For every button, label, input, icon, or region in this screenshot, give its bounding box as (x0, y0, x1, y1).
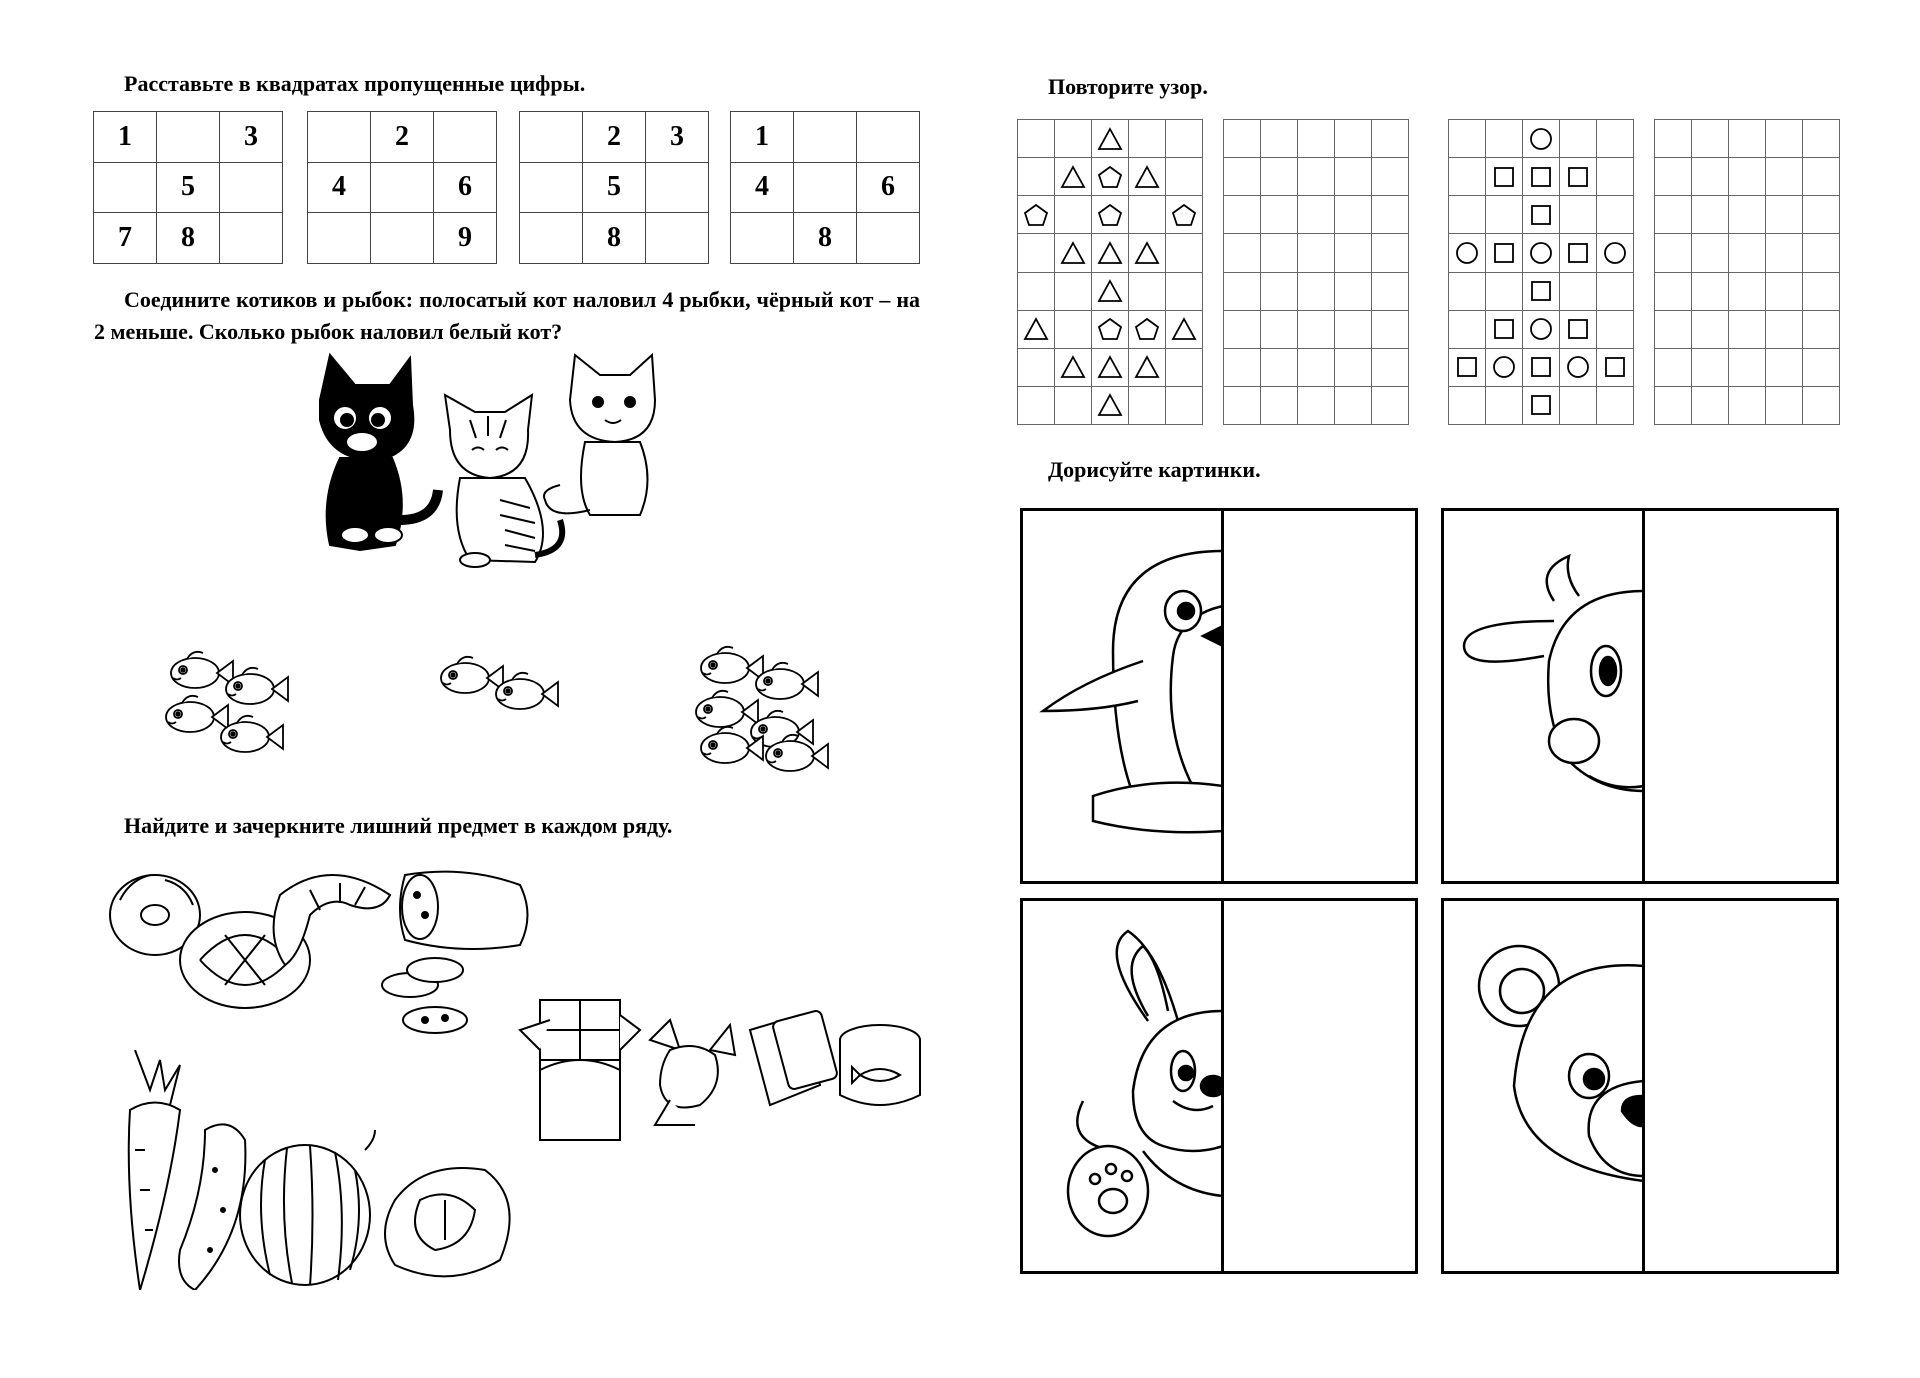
striped-cat-icon (445, 395, 562, 567)
triangle-icon (1092, 387, 1129, 425)
cabbage-icon (385, 1168, 510, 1276)
pentagon-icon (1166, 196, 1203, 234)
pattern-cell (1335, 158, 1372, 196)
pattern-cell (1729, 311, 1766, 349)
cats-illustration (300, 350, 720, 590)
white-cat-icon (544, 355, 655, 515)
pattern-cell (1597, 120, 1634, 158)
triangle-icon (1055, 234, 1092, 272)
pattern-cell (1486, 387, 1523, 425)
pattern-cell (1729, 273, 1766, 311)
square-icon (1449, 349, 1486, 387)
food-row-vegetables (115, 1050, 545, 1290)
pattern-cell (1560, 196, 1597, 234)
fish-group-3 (696, 647, 828, 771)
grid-number: 9 (434, 213, 497, 264)
pattern-cell (1261, 387, 1298, 425)
pattern-cell (1335, 349, 1372, 387)
pattern-cell (1335, 120, 1372, 158)
grid-empty-cell (220, 163, 283, 214)
pattern-cell (1597, 273, 1634, 311)
candy-icon (650, 1020, 735, 1125)
number-grid-4 (730, 111, 920, 264)
grid-number: 3 (220, 112, 283, 163)
pattern-cell (1692, 158, 1729, 196)
pattern-cell (1018, 120, 1055, 158)
grid-empty-cell (157, 112, 220, 163)
fish-group-2 (441, 657, 558, 709)
pattern-cell (1224, 120, 1261, 158)
grid-number: 5 (583, 163, 646, 214)
triangle-icon (1166, 311, 1203, 349)
pattern-cell (1372, 349, 1409, 387)
pattern-cell (1692, 349, 1729, 387)
penguin-icon (1043, 551, 1221, 832)
cucumber-icon (179, 1124, 245, 1290)
circle-icon (1486, 349, 1523, 387)
square-icon (1560, 158, 1597, 196)
circle-icon (1449, 234, 1486, 272)
pattern-cell (1766, 234, 1803, 272)
pattern-cell (1055, 273, 1092, 311)
pentagon-icon (1092, 196, 1129, 234)
circle-icon (1523, 311, 1560, 349)
pattern-cell (1224, 196, 1261, 234)
fish-icon (171, 652, 233, 688)
square-icon (1486, 311, 1523, 349)
grid-empty-cell (857, 112, 920, 163)
fish-group-1 (166, 652, 288, 752)
canned-fish-icon (840, 1025, 920, 1105)
pattern-cell (1655, 234, 1692, 272)
pattern-cell (1129, 387, 1166, 425)
pattern-cell (1655, 387, 1692, 425)
fish-icon (756, 663, 818, 699)
triangle-icon (1092, 120, 1129, 158)
grid-number: 5 (157, 163, 220, 214)
pattern-cell (1372, 273, 1409, 311)
pattern-cell (1166, 349, 1203, 387)
pattern-cell (1449, 273, 1486, 311)
pattern-cell (1803, 273, 1840, 311)
task-fill-numbers: Расставьте в квадратах пропущенные цифры. (124, 71, 586, 96)
fish-icon (226, 668, 288, 704)
pattern-cell (1449, 158, 1486, 196)
pattern-cell (1166, 273, 1203, 311)
pattern-grid-empty-2 (1654, 119, 1840, 425)
pattern-cell (1803, 349, 1840, 387)
circle-icon (1523, 120, 1560, 158)
task-repeat-pattern: Повторите узор. (1048, 74, 1208, 99)
grid-empty-cell (371, 163, 434, 214)
pattern-cell (1597, 196, 1634, 234)
square-icon (1523, 196, 1560, 234)
food-row-baked-meat (105, 855, 535, 1045)
task-cats-fish: Соедините котиков и рыбок: полосатый кот наловил 4 рыбки, чёрный кот – на 2 меньше. Сколько рыбок наловил белый кот? (94, 287, 920, 344)
pattern-cell (1166, 387, 1203, 425)
pattern-cell (1261, 120, 1298, 158)
pattern-cell (1018, 234, 1055, 272)
pattern-grid-squares (1448, 119, 1634, 425)
square-icon (1560, 311, 1597, 349)
triangle-icon (1092, 349, 1129, 387)
pattern-cell (1261, 196, 1298, 234)
pattern-cell (1224, 349, 1261, 387)
grid-number: 1 (731, 112, 794, 163)
grid-number: 2 (583, 112, 646, 163)
pattern-cell (1224, 234, 1261, 272)
pattern-cell (1766, 158, 1803, 196)
pattern-cell (1261, 311, 1298, 349)
pattern-cell (1166, 158, 1203, 196)
pattern-cell (1335, 273, 1372, 311)
grid-empty-cell (308, 213, 371, 264)
pattern-cell (1335, 311, 1372, 349)
pattern-cell (1560, 273, 1597, 311)
grid-empty-cell (308, 112, 371, 163)
pattern-cell (1298, 120, 1335, 158)
triangle-icon (1092, 273, 1129, 311)
pattern-cell (1261, 158, 1298, 196)
pattern-cell (1692, 120, 1729, 158)
square-icon (1523, 349, 1560, 387)
bear-icon (1479, 946, 1642, 1181)
pattern-cell (1372, 234, 1409, 272)
grid-empty-cell (371, 213, 434, 264)
circle-icon (1597, 234, 1634, 272)
circle-icon (1560, 349, 1597, 387)
triangle-icon (1055, 158, 1092, 196)
pattern-cell (1298, 349, 1335, 387)
fish-icon (696, 691, 758, 727)
grid-empty-cell (794, 163, 857, 214)
pattern-cell (1055, 196, 1092, 234)
grid-number: 6 (857, 163, 920, 214)
finish-picture-cow (1441, 508, 1839, 884)
pattern-cell (1560, 120, 1597, 158)
grid-number: 8 (583, 213, 646, 264)
pattern-cell (1261, 273, 1298, 311)
pattern-cell (1766, 311, 1803, 349)
fish-icon (701, 647, 763, 683)
pattern-cell (1803, 196, 1840, 234)
pattern-cell (1018, 349, 1055, 387)
fish-icon (496, 673, 558, 709)
square-icon (1560, 234, 1597, 272)
cow-icon (1464, 556, 1642, 791)
pattern-cell (1018, 158, 1055, 196)
grid-empty-cell (857, 213, 920, 264)
pattern-cell (1298, 234, 1335, 272)
grid-number: 8 (794, 213, 857, 264)
pattern-cell (1692, 387, 1729, 425)
pattern-cell (1597, 158, 1634, 196)
grid-number: 3 (646, 112, 709, 163)
number-grid-1 (93, 111, 283, 264)
rabbit-icon (1068, 931, 1221, 1236)
grid-empty-cell (520, 112, 583, 163)
pattern-cell (1729, 120, 1766, 158)
pattern-cell (1729, 387, 1766, 425)
pattern-cell (1372, 120, 1409, 158)
fish-icon (166, 696, 228, 732)
pattern-cell (1166, 234, 1203, 272)
pattern-cell (1018, 387, 1055, 425)
black-cat-icon (320, 355, 438, 550)
square-icon (1486, 158, 1523, 196)
sausage-icon (400, 872, 528, 949)
grid-empty-cell (520, 213, 583, 264)
pattern-cell (1692, 311, 1729, 349)
food-row-sweets (510, 990, 930, 1145)
pattern-cell (1372, 196, 1409, 234)
pattern-cell (1692, 234, 1729, 272)
triangle-icon (1129, 234, 1166, 272)
pattern-grid-empty-1 (1223, 119, 1409, 425)
croissant-icon (274, 875, 390, 965)
square-icon (1523, 158, 1560, 196)
watermelon-icon (240, 1130, 375, 1285)
pattern-cell (1372, 158, 1409, 196)
grid-number: 8 (157, 213, 220, 264)
pattern-cell (1655, 349, 1692, 387)
grid-empty-cell (646, 163, 709, 214)
pattern-cell (1449, 311, 1486, 349)
pentagon-icon (1092, 311, 1129, 349)
pattern-cell (1449, 120, 1486, 158)
pattern-cell (1224, 387, 1261, 425)
pattern-cell (1803, 387, 1840, 425)
triangle-icon (1129, 158, 1166, 196)
pattern-cell (1449, 387, 1486, 425)
pattern-cell (1729, 158, 1766, 196)
square-icon (1597, 349, 1634, 387)
square-icon (1486, 234, 1523, 272)
grid-number: 6 (434, 163, 497, 214)
triangle-icon (1092, 234, 1129, 272)
pentagon-icon (1018, 196, 1055, 234)
pattern-grid-triangles (1017, 119, 1203, 425)
pattern-cell (1298, 387, 1335, 425)
pattern-cell (1261, 234, 1298, 272)
finish-picture-rabbit (1020, 898, 1418, 1274)
pattern-cell (1655, 196, 1692, 234)
grid-number: 2 (371, 112, 434, 163)
pattern-cell (1766, 349, 1803, 387)
pattern-cell (1486, 196, 1523, 234)
pattern-cell (1486, 120, 1523, 158)
pattern-cell (1766, 196, 1803, 234)
pattern-cell (1597, 311, 1634, 349)
grid-number: 4 (731, 163, 794, 214)
grid-empty-cell (434, 112, 497, 163)
pattern-cell (1224, 273, 1261, 311)
fish-icon (441, 657, 503, 693)
grid-number: 7 (94, 213, 157, 264)
pattern-cell (1766, 120, 1803, 158)
grid-empty-cell (220, 213, 283, 264)
pattern-cell (1055, 120, 1092, 158)
number-grid-2 (307, 111, 497, 264)
task-finish-pictures: Дорисуйте картинки. (1048, 457, 1261, 482)
pattern-cell (1692, 273, 1729, 311)
pattern-cell (1803, 158, 1840, 196)
number-grid-3 (519, 111, 709, 264)
pattern-cell (1597, 387, 1634, 425)
pattern-cell (1486, 273, 1523, 311)
square-icon (1523, 273, 1560, 311)
salami-slices-icon (382, 958, 467, 1033)
pattern-cell (1655, 120, 1692, 158)
pattern-cell (1335, 196, 1372, 234)
pentagon-icon (1129, 311, 1166, 349)
grid-empty-cell (94, 163, 157, 214)
pattern-cell (1055, 387, 1092, 425)
triangle-icon (1129, 349, 1166, 387)
pattern-cell (1055, 311, 1092, 349)
grid-empty-cell (731, 213, 794, 264)
cookies-icon (750, 1010, 838, 1105)
pattern-cell (1692, 196, 1729, 234)
pattern-cell (1129, 196, 1166, 234)
pattern-cell (1335, 234, 1372, 272)
carrot-icon (129, 1050, 180, 1290)
pattern-cell (1729, 349, 1766, 387)
pattern-cell (1560, 387, 1597, 425)
pattern-cell (1298, 311, 1335, 349)
pattern-cell (1224, 311, 1261, 349)
grid-empty-cell (520, 163, 583, 214)
pattern-cell (1298, 158, 1335, 196)
pattern-cell (1803, 311, 1840, 349)
pattern-cell (1372, 387, 1409, 425)
grid-empty-cell (794, 112, 857, 163)
pattern-cell (1261, 349, 1298, 387)
pentagon-icon (1092, 158, 1129, 196)
pattern-cell (1766, 387, 1803, 425)
pattern-cell (1655, 311, 1692, 349)
pattern-cell (1224, 158, 1261, 196)
fish-icon (221, 716, 283, 752)
pattern-cell (1449, 196, 1486, 234)
pattern-cell (1129, 273, 1166, 311)
pattern-cell (1766, 273, 1803, 311)
grid-number: 1 (94, 112, 157, 163)
pattern-cell (1803, 234, 1840, 272)
finish-picture-bear (1441, 898, 1839, 1274)
finish-picture-penguin (1020, 508, 1418, 884)
pattern-cell (1335, 387, 1372, 425)
square-icon (1523, 387, 1560, 425)
pattern-cell (1129, 120, 1166, 158)
pattern-cell (1372, 311, 1409, 349)
pattern-cell (1803, 120, 1840, 158)
grid-empty-cell (646, 213, 709, 264)
triangle-icon (1018, 311, 1055, 349)
pattern-cell (1729, 196, 1766, 234)
pattern-cell (1166, 120, 1203, 158)
pattern-cell (1655, 158, 1692, 196)
task-odd-one-out: Найдите и зачеркните лишний предмет в каждом ряду. (124, 813, 673, 838)
triangle-icon (1055, 349, 1092, 387)
fish-groups (160, 630, 860, 800)
pattern-cell (1018, 273, 1055, 311)
grid-number: 4 (308, 163, 371, 214)
pattern-cell (1298, 196, 1335, 234)
pattern-cell (1729, 234, 1766, 272)
circle-icon (1523, 234, 1560, 272)
pattern-cell (1655, 273, 1692, 311)
pattern-cell (1298, 273, 1335, 311)
